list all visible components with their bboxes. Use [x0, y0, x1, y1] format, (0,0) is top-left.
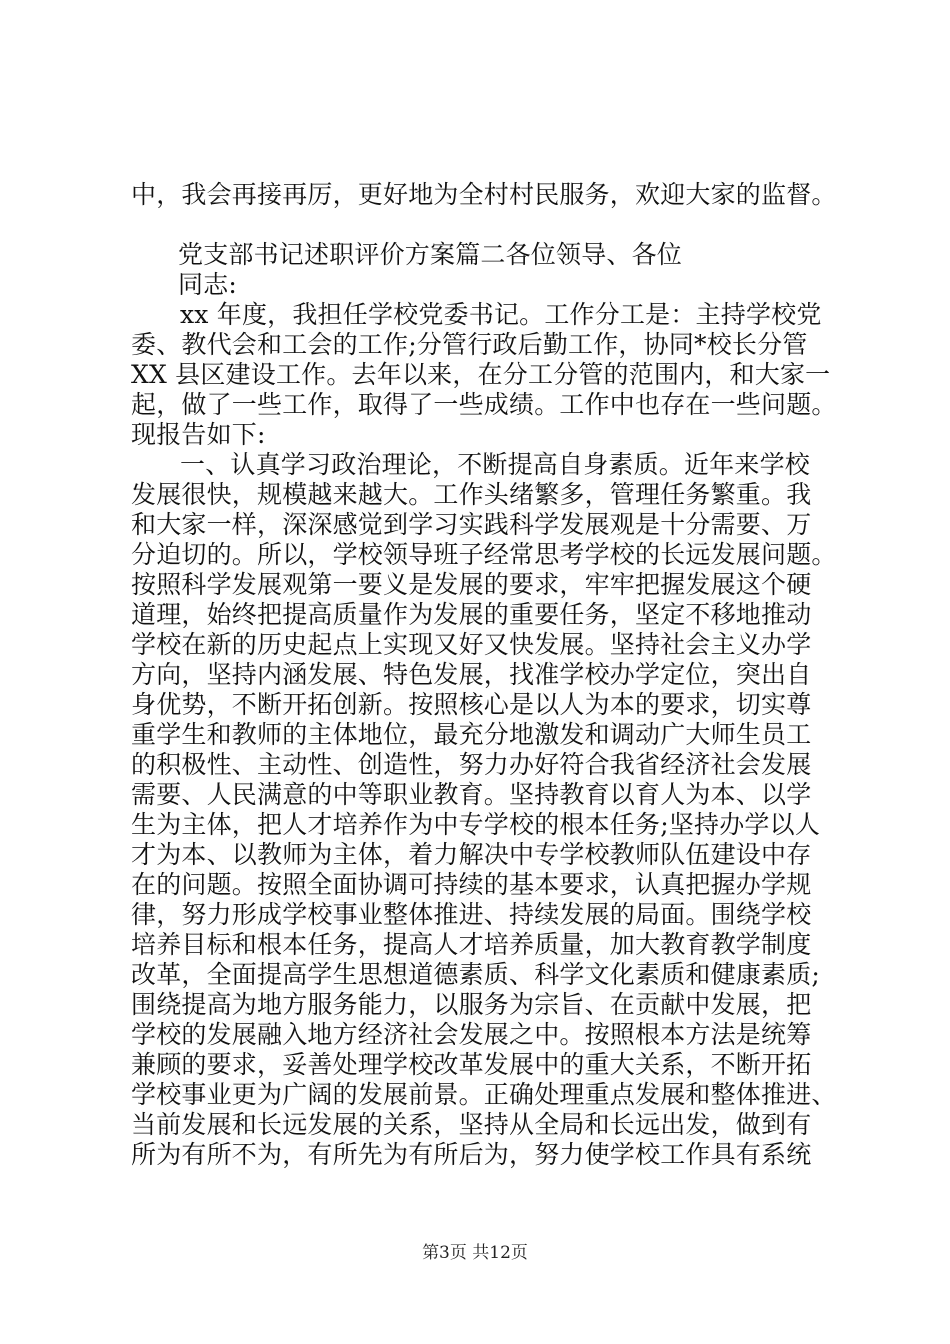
paragraph-line: 才为本、以教师为主体，着力解决中专学校教师队伍建设中存 [131, 840, 812, 869]
paragraph-line: 的积极性、主动性、创造性，努力办好符合我省经济社会发展 [131, 750, 812, 779]
paragraph-line: 学校在新的历史起点上实现又好又快发展。坚持社会主义办学 [131, 630, 812, 659]
paragraph-line: 分迫切的。所以，学校领导班子经常思考学校的长远发展问题。 [131, 540, 837, 569]
salutation-line: 同志: [178, 270, 238, 299]
paragraph-line: 和大家一样，深深感觉到学习实践科学发展观是十分需要、万 [131, 510, 812, 539]
paragraph-line: 在的问题。按照全面协调可持续的基本要求，认真把握办学规 [131, 870, 812, 899]
paragraph-line: 方向，坚持内涵发展、特色发展，找准学校办学定位，突出自 [131, 660, 812, 689]
paragraph-line: 发展很快，规模越来越大。工作头绪繁多，管理任务繁重。我 [131, 480, 812, 509]
paragraph-line: 按照科学发展观第一要义是发展的要求，牢牢把握发展这个硬 [131, 570, 812, 599]
paragraph-line: 围绕提高为地方服务能力，以服务为宗旨、在贡献中发展，把 [131, 990, 812, 1019]
paragraph-line: 当前发展和长远发展的关系，坚持从全局和长远出发，做到有 [131, 1110, 812, 1139]
paragraph-line: 一、认真学习政治理论，不断提高自身素质。近年来学校 [180, 450, 811, 479]
paragraph-line: 律，努力形成学校事业整体推进、持续发展的局面。围绕学校 [131, 900, 812, 929]
paragraph-line: 重学生和教师的主体地位，最充分地激发和调动广大师生员工 [131, 720, 812, 749]
paragraph-line: XX 县区建设工作。去年以来，在分工分管的范围内，和大家一 [131, 360, 831, 389]
paragraph-line: 道理，始终把提高质量作为发展的重要任务，坚定不移地推动 [131, 600, 812, 629]
paragraph-line: xx 年度，我担任学校党委书记。工作分工是：主持学校党 [180, 300, 822, 329]
paragraph-line: 学校事业更为广阔的发展前景。正确处理重点发展和整体推进、 [131, 1080, 837, 1109]
paragraph-line: 所为有所不为，有所先为有所后为，努力使学校工作具有系统 [131, 1140, 812, 1169]
paragraph-line: 委、教代会和工会的工作;分管行政后勤工作，协同*校长分管 [131, 330, 808, 359]
section-heading-line: 党支部书记述职评价方案篇二各位领导、各位 [178, 240, 683, 269]
paragraph-line: 身优势，不断开拓创新。按照核心是以人为本的要求，切实尊 [131, 690, 812, 719]
closing-line: 中，我会再接再厉，更好地为全村村民服务，欢迎大家的监督。 [131, 180, 837, 209]
paragraph-line: 需要、人民满意的中等职业教育。坚持教育以育人为本、以学 [131, 780, 812, 809]
paragraph-line: 生为主体，把人才培养作为中专学校的根本任务;坚持办学以人 [131, 810, 821, 839]
paragraph-line: 培养目标和根本任务，提高人才培养质量，加大教育教学制度 [131, 930, 812, 959]
paragraph-line: 兼顾的要求，妥善处理学校改革发展中的重大关系，不断开拓 [131, 1050, 812, 1079]
paragraph-line: 学校的发展融入地方经济社会发展之中。按照根本方法是统筹 [131, 1020, 812, 1049]
paragraph-line: 起，做了一些工作，取得了一些成绩。工作中也存在一些问题。 [131, 390, 837, 419]
paragraph-line: 改革，全面提高学生思想道德素质、科学文化素质和健康素质; [131, 960, 821, 989]
paragraph-line: 现报告如下: [131, 420, 266, 449]
page-number-footer: 第3页 共12页 [422, 1243, 528, 1263]
